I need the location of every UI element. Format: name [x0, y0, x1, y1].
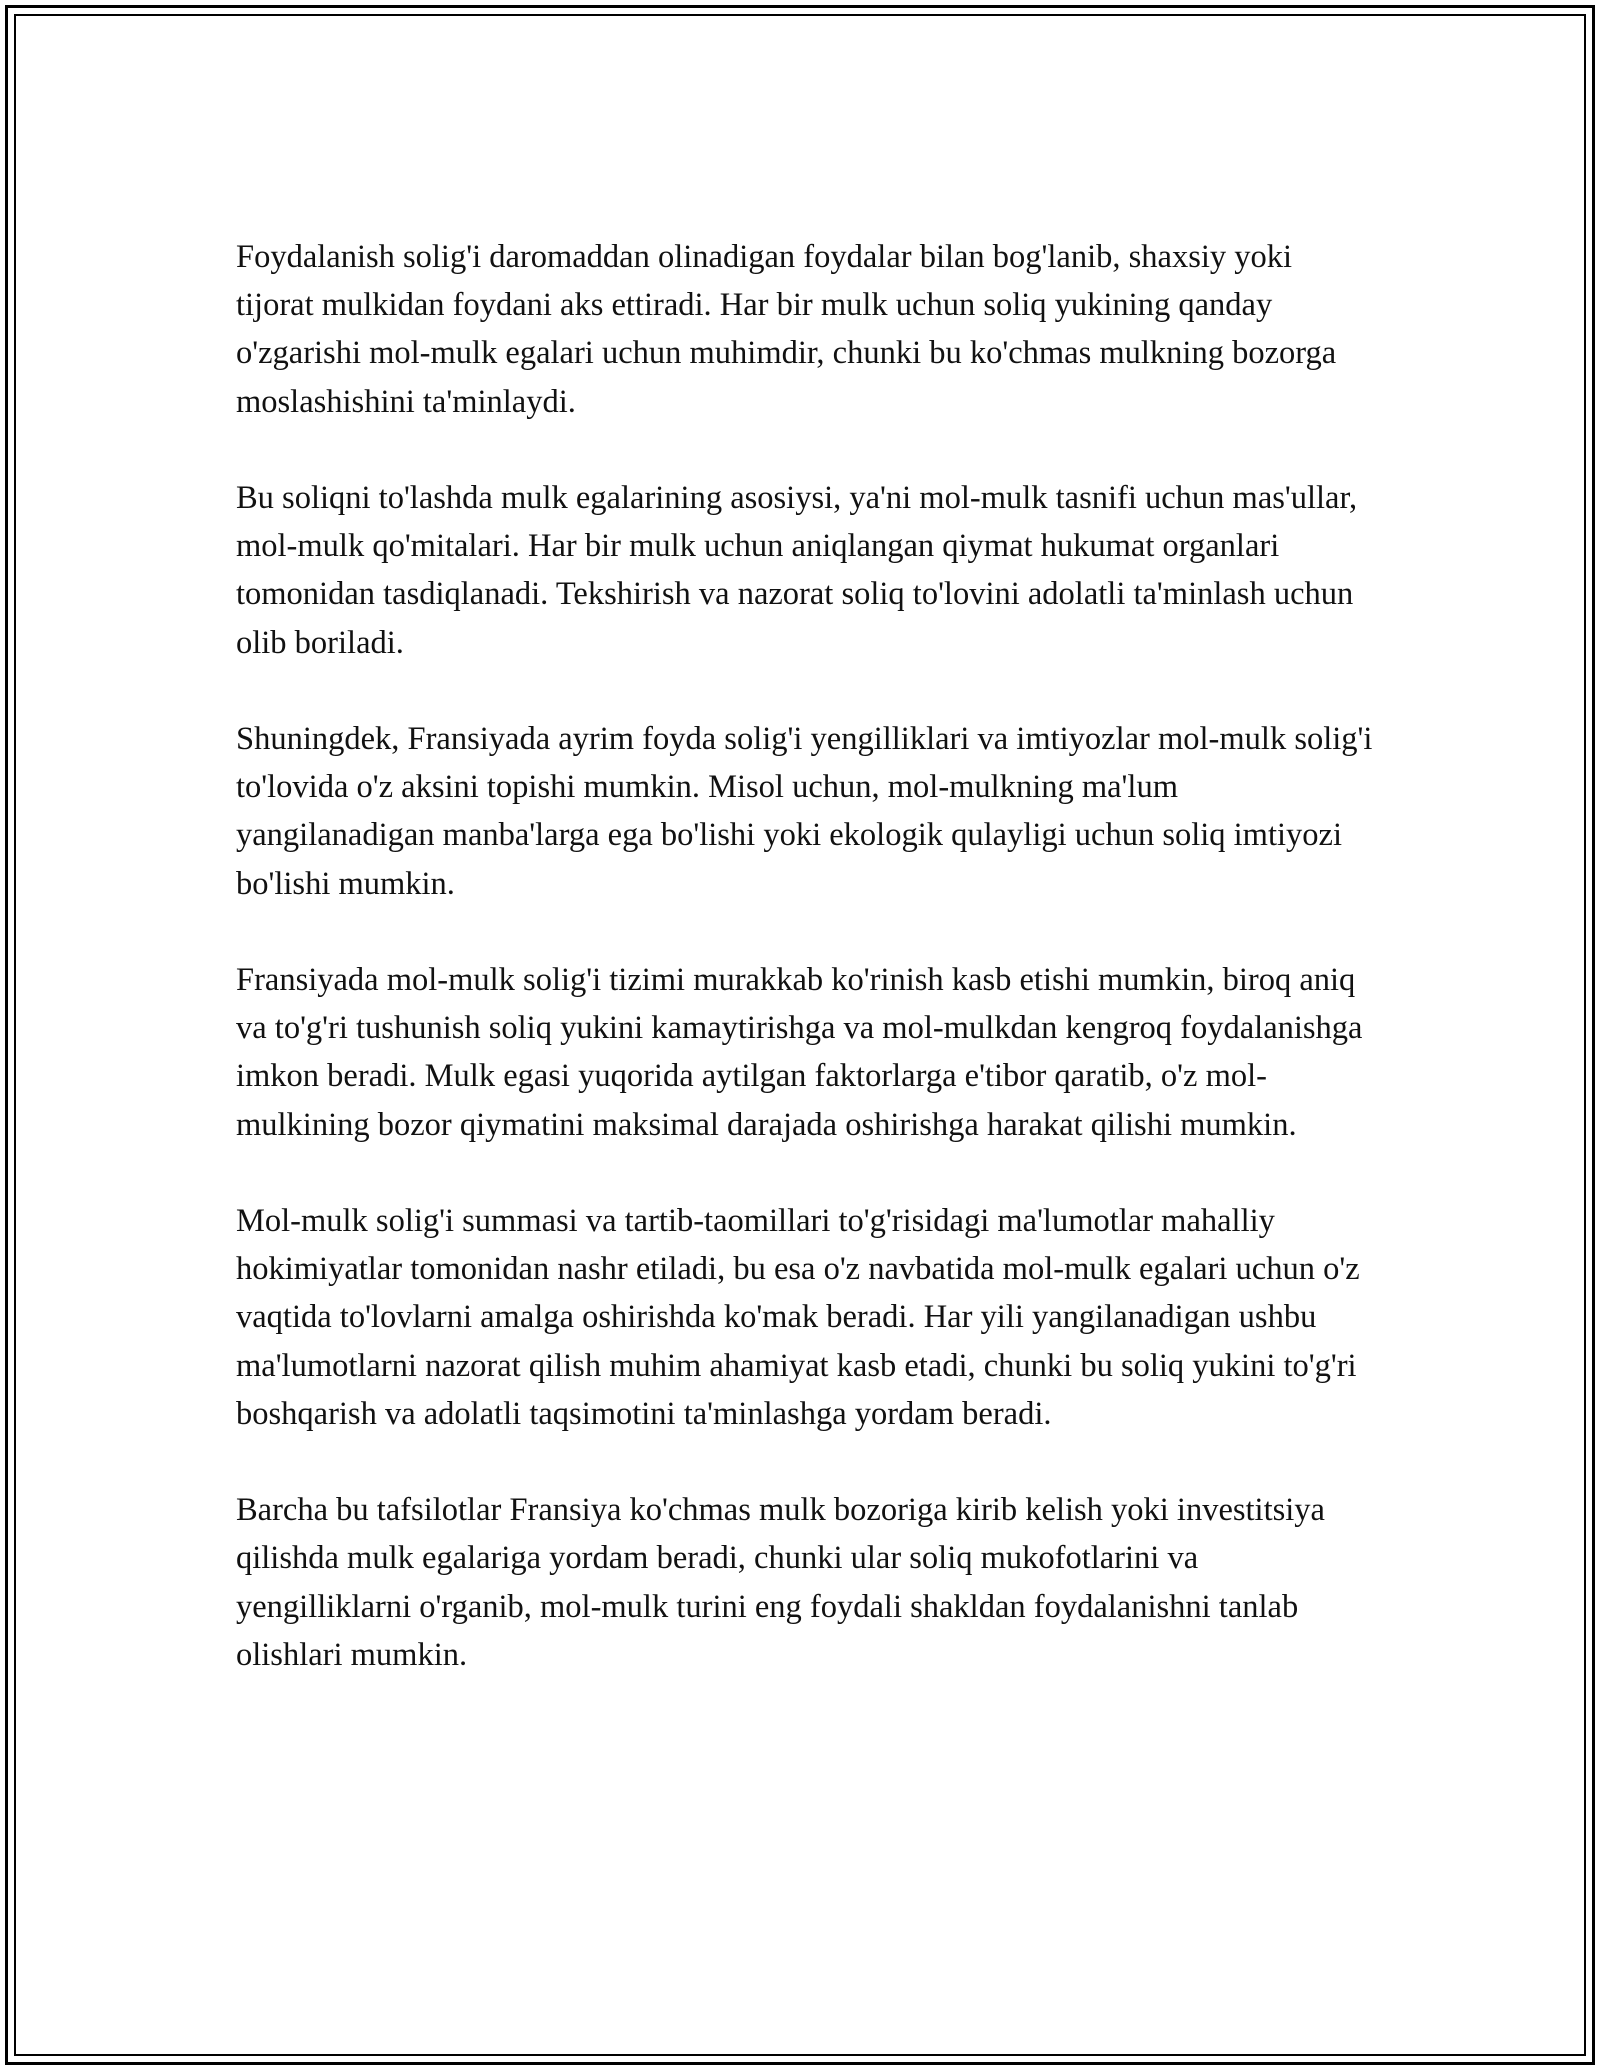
paragraph-5: Mol-mulk solig'i summasi va tartib-taomillari to'g'risidagi ma'lumotlar mahalliy hokimiyatlar tomonidan nashr etiladi, bu esa o'z navbatida mol-mulk egalari uchun o'z vaqtida to'lovlarni amalga oshirishda ko'mak beradi. Har yili yangilanadigan ushbu ma'lumotlarni nazorat qilish muhim ahamiyat kasb etadi, chunki bu soliq yukini to'g'ri boshqarish va adolatli taqsimotini ta'minlashga yordam beradi.: [236, 1203, 1360, 1432]
paragraph-1: Foydalanish solig'i daromaddan olinadigan foydalar bilan bog'lanib, shaxsiy yoki tijorat mulkidan foydani aks ettiradi. Har bir mulk uchun soliq yukining qanday o'zgarishi mol-mulk egalari uchun muhimdir, chunki bu ko'chmas mulkning bozorga moslashishini ta'minlaydi.: [236, 239, 1337, 420]
paragraph-2: Bu soliqni to'lashda mulk egalarining asosiysi, ya'ni mol-mulk tasnifi uchun mas'ullar, mol-mulk qo'mitalari. Har bir mulk uchun aniqlangan qiymat hukumat organlari tomonidan tasdiqlanadi. Tekshirish va nazorat soliq to'lovini adolatli ta'minlash uchun olib boriladi.: [236, 480, 1358, 661]
paragraph-3: Shuningdek, Fransiyada ayrim foyda solig'i yengilliklari va imtiyozlar mol-mulk solig'i to'lovida o'z aksini topishi mumkin. Misol uchun, mol-mulkning ma'lum yangilanadigan manba'larga ega bo'lishi yoki ekologik qulayligi uchun soliq imtiyozi bo'lishi mumkin.: [236, 721, 1373, 902]
paragraph-4: Fransiyada mol-mulk solig'i tizimi murakkab ko'rinish kasb etishi mumkin, biroq aniq va to'g'ri tushunish soliq yukini kamaytirishga va mol-mulkdan kengroq foydalanishga imkon beradi. Mulk egasi yuqorida aytilgan faktorlarga e'tibor qaratib, o'z mol-mulkining bozor qiymatini maksimal darajada oshirishga harakat qilishi mumkin.: [236, 962, 1363, 1143]
paragraph-6: Barcha bu tafsilotlar Fransiya ko'chmas mulk bozoriga kirib kelish yoki investitsiya qilishda mulk egalariga yordam beradi, chunki ular soliq mukofotlarini va yengilliklarni o'rganib, mol-mulk turini eng foydali shakldan foydalanishni tanlab olishlari mumkin.: [236, 1492, 1325, 1673]
document-body: [236, 233, 1376, 1679]
